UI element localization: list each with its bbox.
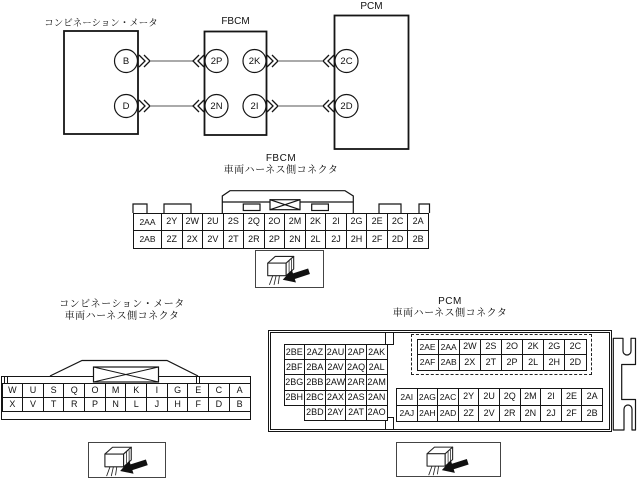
pin-cell-2x: 2X [182,231,203,249]
pin-cell-2ad: 2AD [438,405,459,422]
pin-cell-j: J [147,398,168,412]
combination-meter-box [64,31,138,134]
fbcm-connector-profile [130,188,435,214]
pin-cell-2z: 2Z [162,231,183,249]
pin-cell-2r: 2R [499,405,520,422]
pin-cell-2u: 2U [479,389,500,406]
pin-cell-r: R [64,398,85,412]
pin-cell-2ap: 2AP [346,345,367,360]
pin-cell-2w: 2W [459,339,480,355]
pin-cell-2bd: 2BD [305,405,326,420]
pin-cell-2c: 2C [387,213,408,231]
pin-cell-p: P [85,398,106,412]
pin-cell-2s: 2S [223,213,244,231]
pin-cell-2bb: 2BB [305,375,326,390]
pin-cell-2w: 2W [182,213,203,231]
pin-cell-2d: 2D [565,355,586,371]
pcm-left-pin-grid [284,344,388,421]
pin-label-2d: 2D [340,100,353,112]
fbcm-pin-grid [133,213,429,249]
pcm-alignment-notch-top [385,333,394,345]
pin-cell-2ay: 2AY [325,405,346,420]
pin-cell-2g: 2G [346,213,367,231]
pin-cell-2v: 2V [203,231,224,249]
pin-cell-2x: 2X [459,355,480,371]
pin-cell-2c: 2C [565,339,586,355]
fbcm-title: FBCM [221,16,250,27]
pin-cell-2h: 2H [346,231,367,249]
pcm-view-icon-box [396,442,501,477]
pin-cell-2p: 2P [502,355,523,371]
pin-cell-2h: 2H [544,355,565,371]
meter-connector-subtitle: 車両ハーネス側コネクタ [64,311,180,322]
pin-cell-2a: 2A [582,389,603,406]
pin-cell-2f: 2F [367,231,388,249]
pin-cell-2e: 2E [561,389,582,406]
pin-cell-2z: 2Z [458,405,479,422]
pin-grid-table [2,383,251,412]
pin-cell-2i: 2I [541,389,562,406]
pin-cell-2l: 2L [523,355,544,371]
pin-cell-2q: 2Q [499,389,520,406]
pin-cell-c: C [209,384,230,398]
pin-cell-2ai: 2AI [397,389,418,406]
pin-cell-2be: 2BE [284,345,305,360]
pin-cell-empty [284,405,305,420]
pin-cell-2j: 2J [326,231,347,249]
pin-cell-2ak: 2AK [366,345,387,360]
pin-cell-2j: 2J [541,405,562,422]
pin-label-2n: 2N [210,100,223,112]
pin-label-b: B [122,55,130,67]
pcm-top-right-pin-grid [417,339,587,371]
pin-cell-u: U [23,384,44,398]
combination-meter-title: コンビネーション・メータ [44,18,158,29]
pin-cell-2aa: 2AA [438,339,459,355]
pin-label-2i: 2I [250,100,259,112]
meter-connector-latch [0,355,260,384]
meter-pin-grid [2,383,251,412]
pin-grid-table [417,339,587,371]
pin-cell-2ab: 2AB [438,355,459,371]
pin-cell-2bh: 2BH [284,390,305,405]
pin-cell-2ah: 2AH [417,405,438,422]
pin-cell-v: V [23,398,44,412]
pin-cell-2t: 2T [223,231,244,249]
fbcm-connector-subtitle: 車両ハーネス側コネクタ [223,165,339,176]
pin-cell-d: D [209,398,230,412]
pin-cell-w: W [2,384,23,398]
pin-cell-2k: 2K [523,339,544,355]
corner-key [197,376,200,383]
pin-label-2p: 2P [210,55,223,67]
pin-cell-x: X [2,398,23,412]
pcm-connector-title: PCM [438,296,462,307]
pin-cell-2l: 2L [305,231,326,249]
pin-cell-2f: 2F [561,405,582,422]
pin-cell-2af: 2AF [417,355,438,371]
pin-cell-2n: 2N [520,405,541,422]
pin-cell-2o: 2O [502,339,523,355]
pin-cell-2aa: 2AA [134,213,162,231]
pin-cell-2a: 2A [408,213,429,231]
pin-cell-2av: 2AV [325,360,346,375]
pin-cell-2ba: 2BA [305,360,326,375]
pin-cell-s: S [43,384,64,398]
pin-cell-q: Q [64,384,85,398]
pin-cell-2aw: 2AW [325,375,346,390]
pin-cell-2n: 2N [285,231,306,249]
pin-cell-2ac: 2AC [438,389,459,406]
pin-cell-2y: 2Y [162,213,183,231]
fbcm-view-icon-box [255,250,324,288]
pin-cell-2ag: 2AG [417,389,438,406]
pin-cell-2i: 2I [326,213,347,231]
pin-cell-2t: 2T [480,355,501,371]
pin-cell-2ax: 2AX [325,390,346,405]
pin-cell-2u: 2U [203,213,224,231]
pin-cell-n: N [105,398,126,412]
pcm-connector-subtitle: 車両ハーネス側コネクタ [392,308,508,319]
pin-cell-b: B [229,398,250,412]
pin-cell-2y: 2Y [458,389,479,406]
pin-cell-2b: 2B [408,231,429,249]
fbcm-connector-title: FBCM [265,153,297,164]
pin-grid-table [133,213,429,249]
pin-cell-2au: 2AU [325,345,346,360]
pin-cell-2bf: 2BF [284,360,305,375]
pin-cell-2ab: 2AB [134,231,162,249]
pin-cell-2bc: 2BC [305,390,326,405]
bowtie-key-icon [94,367,159,382]
pcm-title: PCM [360,1,383,12]
corner-key [5,376,8,383]
pin-grid-table [284,344,388,421]
pin-cell-2q: 2Q [244,213,265,231]
pin-cell-2at: 2AT [346,405,367,420]
pcm-bottom-right-pin-grid [396,388,603,422]
bowtie-key-icon [270,200,300,210]
pin-cell-2o: 2O [264,213,285,231]
pin-cell-2al: 2AL [366,360,387,375]
pin-cell-2s: 2S [480,339,501,355]
pin-cell-k: K [126,384,147,398]
pin-cell-h: H [167,398,188,412]
pin-cell-g: G [167,384,188,398]
pin-cell-2bg: 2BG [284,375,305,390]
pin-cell-i: I [147,384,168,398]
pin-label-2k: 2K [248,55,261,67]
pin-cell-2an: 2AN [366,390,387,405]
meter-connector-title: コンビネーション・メータ [59,299,185,310]
pin-cell-2g: 2G [544,339,565,355]
pin-cell-2e: 2E [367,213,388,231]
pin-cell-o: O [85,384,106,398]
pin-cell-2r: 2R [244,231,265,249]
pin-cell-f: F [188,398,209,412]
latch-slot [243,204,260,211]
pin-cell-t: T [43,398,64,412]
pin-cell-l: L [126,398,147,412]
pin-cell-e: E [188,384,209,398]
pin-cell-2am: 2AM [366,375,387,390]
connector-view-arrow-icon [89,443,165,477]
pin-cell-2ae: 2AE [417,339,438,355]
pin-cell-2ao: 2AO [366,405,387,420]
pin-cell-2k: 2K [305,213,326,231]
pin-cell-a: A [229,384,250,398]
connector-view-arrow-icon [397,443,500,476]
pin-grid-table [396,388,603,422]
pin-cell-2ar: 2AR [346,375,367,390]
connector-view-arrow-icon [256,251,323,287]
pin-cell-2p: 2P [264,231,285,249]
pin-label-2c: 2C [340,55,353,67]
pcm-mount-clips [611,336,638,432]
fbcm-box [205,32,267,136]
latch-slot [312,204,329,211]
pin-cell-m: M [105,384,126,398]
pin-cell-2d: 2D [387,231,408,249]
pin-cell-2as: 2AS [346,390,367,405]
pcm-box [335,16,409,150]
pin-cell-2m: 2M [285,213,306,231]
pin-cell-2m: 2M [520,389,541,406]
pin-label-d: D [122,100,130,112]
pin-cell-2aj: 2AJ [397,405,418,422]
meter-view-icon-box [88,442,166,478]
pin-cell-2az: 2AZ [305,345,326,360]
pin-cell-2v: 2V [479,405,500,422]
pin-cell-2aq: 2AQ [346,360,367,375]
pin-cell-2b: 2B [582,405,603,422]
